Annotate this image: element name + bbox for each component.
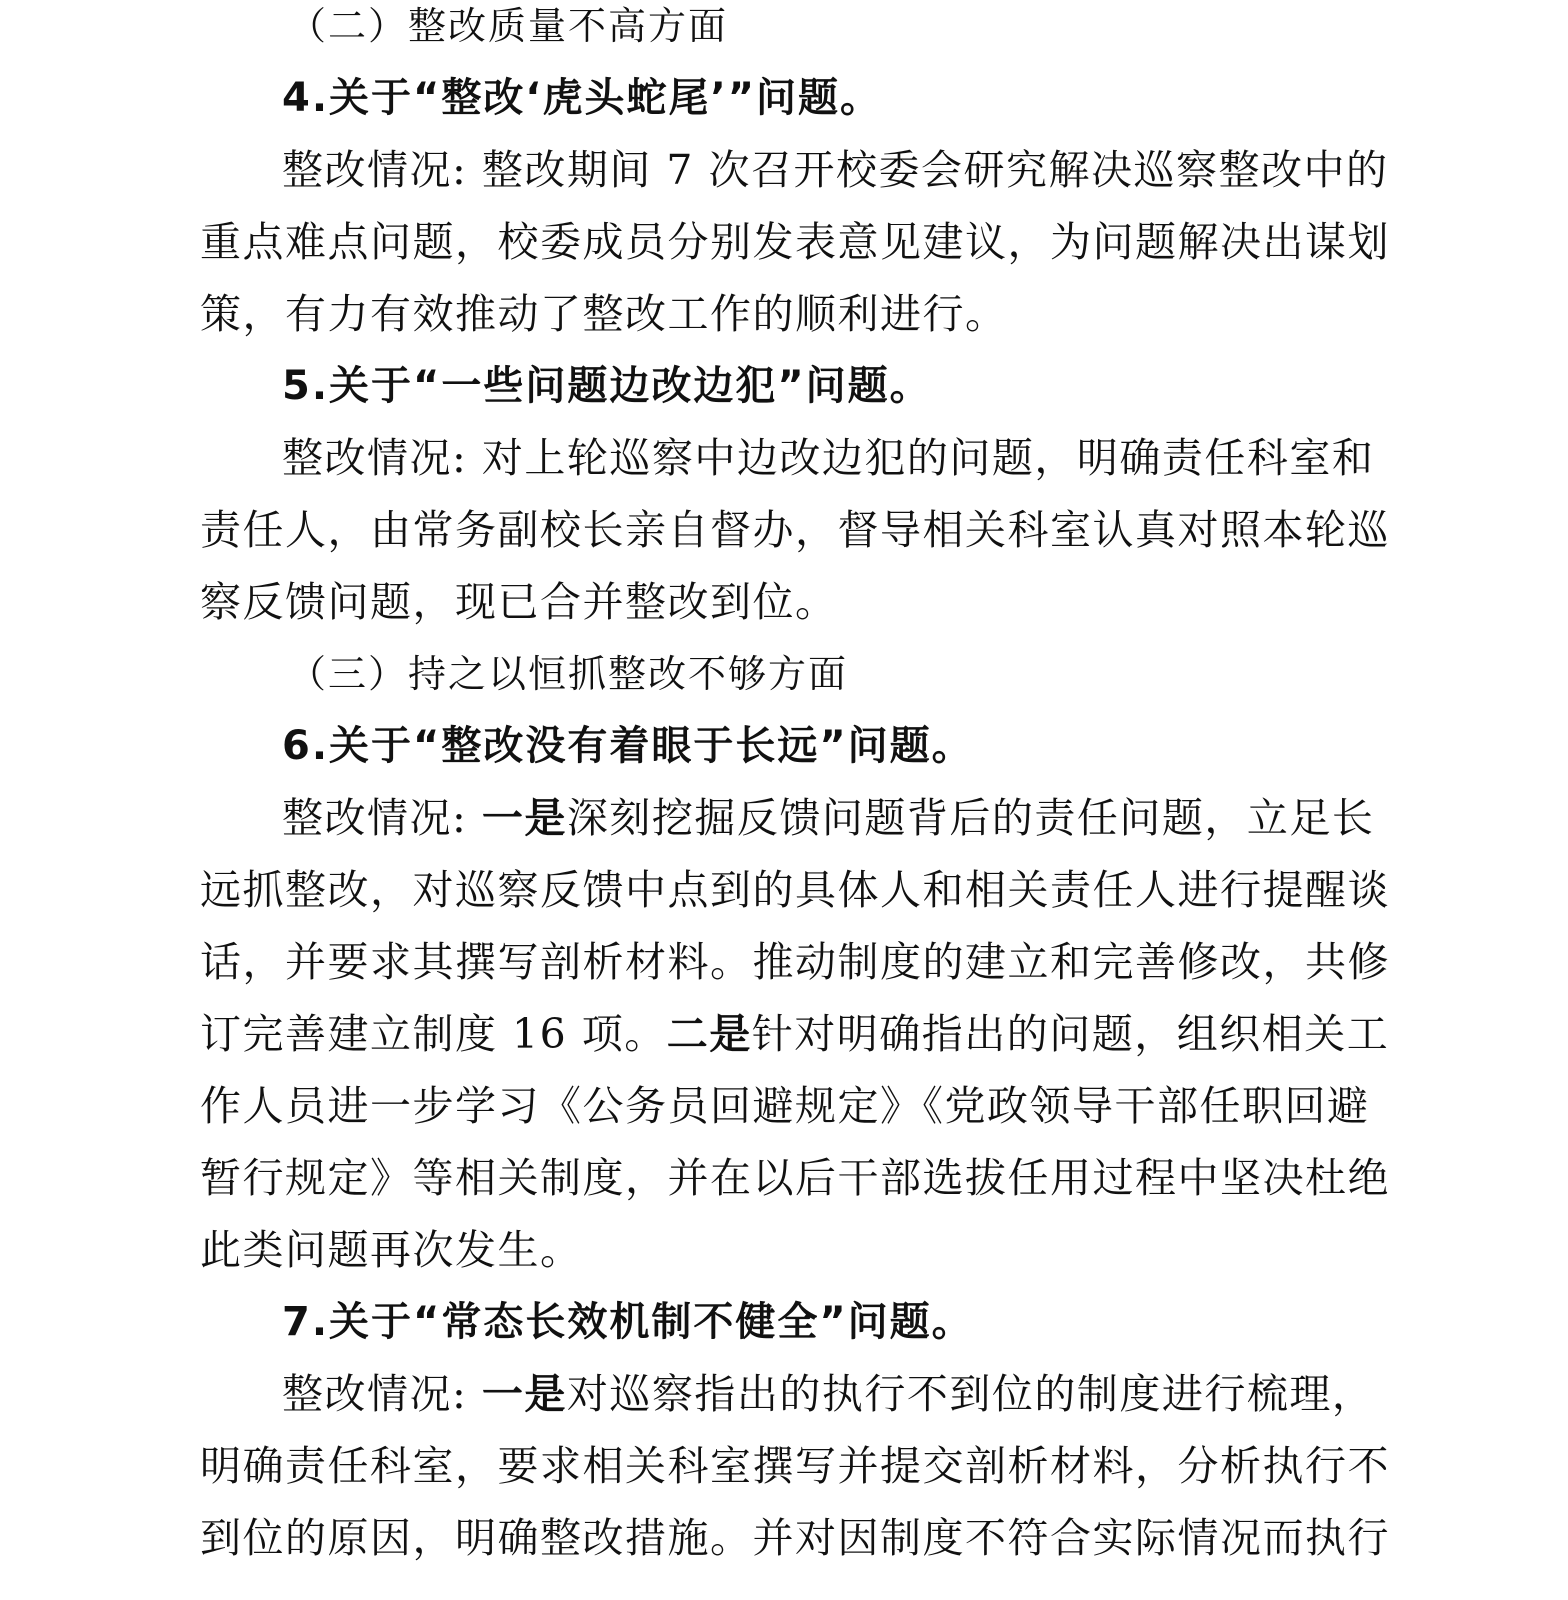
item-6-line-6: 暂行规定》等相关制度，并在以后干部选拔任用过程中坚决杜绝 <box>200 1154 1390 1202</box>
item-6-line-7: 此类问题再次发生。 <box>200 1226 583 1274</box>
item-4-line-1: 整改情况: 整改期间 7 次召开校委会研究解决巡察整改中的 <box>282 146 1389 194</box>
item-6-line-1 <box>282 792 1375 844</box>
item-4-heading: 4.关于“整改‘虎头蛇尾’”问题。 <box>282 75 882 121</box>
item-7-heading: 7.关于“常态长效机制不健全”问题。 <box>282 1299 974 1345</box>
item-6-line-4-rest: 针对明确指出的问题，组织相关工 <box>751 1010 1390 1058</box>
item-7-line-1-prefix: 整改情况: <box>282 1370 482 1418</box>
item-5-line-1: 整改情况: 对上轮巡察中边改边犯的问题，明确责任科室和 <box>282 434 1375 482</box>
item-7-line-2: 明确责任科室，要求相关科室撰写并提交剖析材料，分析执行不 <box>200 1442 1390 1490</box>
section-title-3: （三）持之以恒抓整改不够方面 <box>288 652 849 696</box>
item-6-heading: 6.关于“整改没有着眼于长远”问题。 <box>282 723 974 769</box>
item-5-line-3: 察反馈问题，现已合并整改到位。 <box>200 578 838 626</box>
item-7-line-3: 到位的原因，明确整改措施。并对因制度不符合实际情况而执行 <box>200 1514 1390 1562</box>
item-6-line-2: 远抓整改，对巡察反馈中点到的具体人和相关责任人进行提醒谈 <box>200 866 1390 914</box>
item-6-line-3: 话，并要求其撰写剖析材料。推动制度的建立和完善修改，共修 <box>200 938 1390 986</box>
item-6-line-4 <box>200 1008 1390 1060</box>
item-6-line-4-prefix: 订完善建立制度 16 项。 <box>200 1010 667 1058</box>
item-4-line-2: 重点难点问题，校委成员分别发表意见建议，为问题解决出谋划 <box>200 218 1390 266</box>
item-4-line-3: 策，有力有效推动了整改工作的顺利进行。 <box>200 290 1008 338</box>
item-7-point-1-marker: 一是 <box>481 1370 567 1418</box>
item-7-line-1 <box>282 1368 1375 1420</box>
item-5-heading: 5.关于“一些问题边改边犯”问题。 <box>282 363 932 409</box>
item-5-line-2: 责任人，由常务副校长亲自督办，督导相关科室认真对照本轮巡 <box>200 506 1390 554</box>
item-6-point-2-marker: 二是 <box>666 1010 752 1058</box>
item-6-line-1-rest: 深刻挖掘反馈问题背后的责任问题，立足长 <box>566 794 1375 842</box>
item-6-line-1-prefix: 整改情况: <box>282 794 482 842</box>
item-6-line-5: 作人员进一步学习《公务员回避规定》《党政领导干部任职回避 <box>200 1082 1370 1130</box>
item-7-line-1-rest: 对巡察指出的执行不到位的制度进行梳理， <box>566 1370 1375 1418</box>
item-6-point-1-marker: 一是 <box>481 794 567 842</box>
section-title-2: （二）整改质量不高方面 <box>288 4 729 48</box>
